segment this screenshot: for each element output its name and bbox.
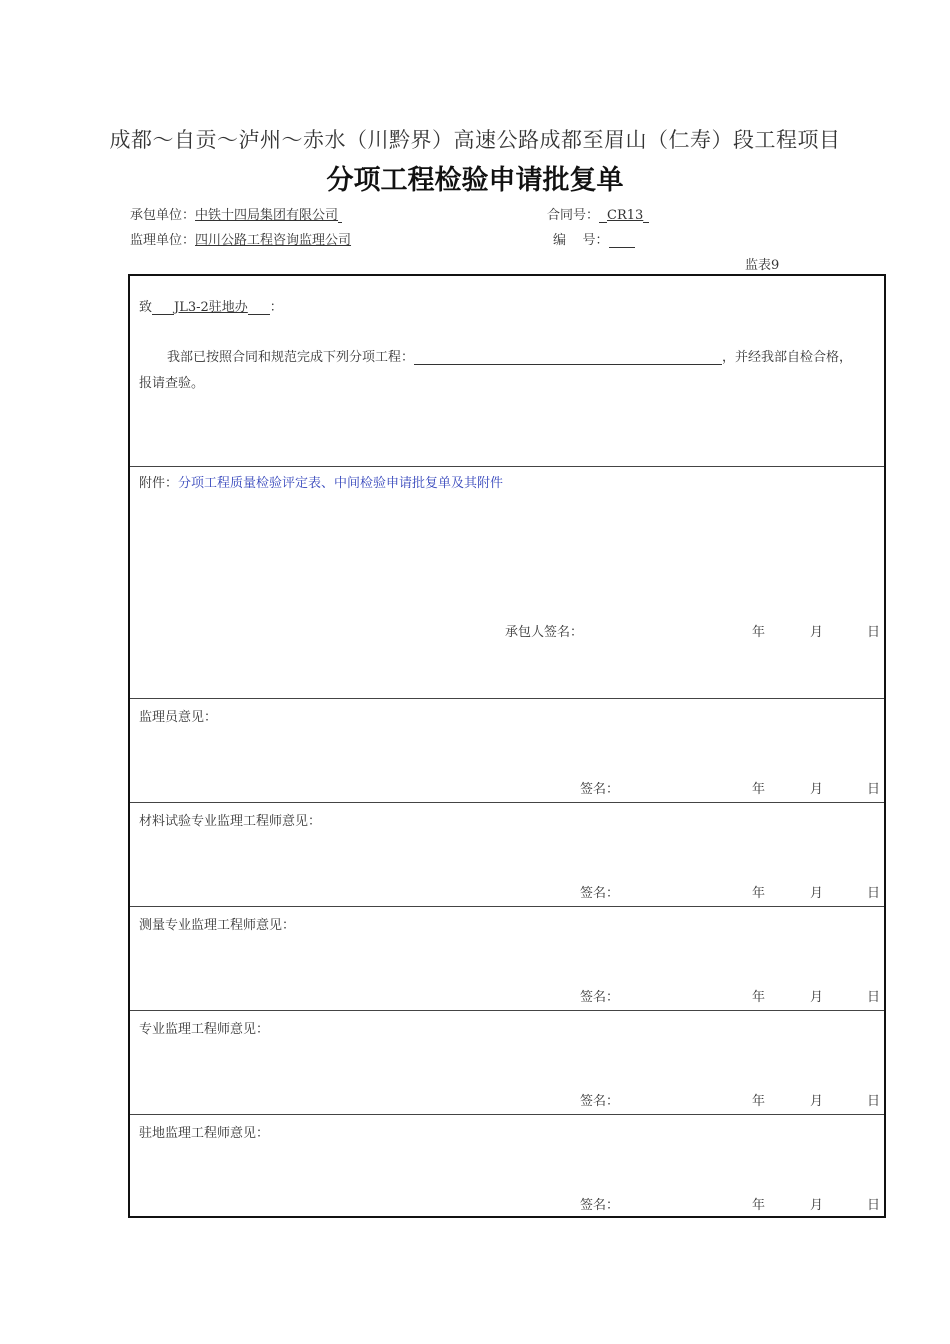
attachment-section bbox=[130, 466, 884, 699]
date-month: 月 bbox=[810, 1094, 824, 1109]
date-month: 月 bbox=[810, 886, 824, 901]
attachment-line bbox=[139, 472, 503, 491]
contract-no-label: 合同号： bbox=[547, 208, 600, 223]
signature-label: 签名： bbox=[580, 886, 620, 901]
opinion-label: 专业监理工程师意见： bbox=[139, 1022, 270, 1037]
opinion-label: 测量专业监理工程师意见： bbox=[139, 918, 296, 933]
date-day: 日 bbox=[867, 990, 881, 1005]
date-year: 年 bbox=[752, 1094, 766, 1109]
signature-label: 签名： bbox=[580, 990, 620, 1005]
addressee-line: 致 JL3-2驻地办 ： bbox=[139, 300, 283, 315]
contractor-row bbox=[130, 204, 342, 223]
signature-label: 签名： bbox=[580, 1094, 620, 1109]
date-day: 日 bbox=[867, 782, 881, 797]
addressee-value: JL3-2驻地办 bbox=[174, 300, 248, 315]
date-month: 月 bbox=[810, 625, 824, 640]
attachment-label: 附件： bbox=[139, 476, 179, 491]
serial-label: 编 号： bbox=[553, 233, 609, 248]
opinion-section bbox=[130, 1114, 884, 1216]
opinion-section bbox=[130, 906, 884, 1011]
contractor-value: 中铁十四局集团有限公司 bbox=[195, 208, 339, 223]
date-day: 日 bbox=[867, 625, 881, 640]
serial-value bbox=[609, 233, 635, 248]
opinion-label: 驻地监理工程师意见： bbox=[139, 1126, 270, 1141]
signature-label: 签名： bbox=[580, 1198, 620, 1213]
request-body-line2: 报请查验。 bbox=[139, 376, 205, 391]
contract-no-value: CR13 bbox=[607, 208, 644, 223]
supervisor-row bbox=[130, 229, 351, 248]
opinion-section bbox=[130, 698, 884, 803]
date-year: 年 bbox=[752, 886, 766, 901]
supervisor-label: 监理单位： bbox=[130, 233, 196, 248]
date-month: 月 bbox=[810, 1198, 824, 1213]
date-month: 月 bbox=[810, 782, 824, 797]
form-number: 监表9 bbox=[745, 258, 780, 273]
request-section bbox=[130, 276, 884, 467]
date-year: 年 bbox=[752, 625, 766, 640]
date-month: 月 bbox=[810, 990, 824, 1005]
serial-row bbox=[553, 229, 635, 248]
opinion-label: 监理员意见： bbox=[139, 710, 218, 725]
contract-no-row bbox=[547, 204, 649, 223]
date-day: 日 bbox=[867, 1094, 881, 1109]
date-year: 年 bbox=[752, 1198, 766, 1213]
subitem-name-field[interactable] bbox=[414, 350, 722, 365]
opinion-label: 材料试验专业监理工程师意见： bbox=[139, 814, 322, 829]
contractor-signature-label: 承包人签名： bbox=[505, 625, 584, 640]
opinion-section bbox=[130, 1010, 884, 1115]
date-day: 日 bbox=[867, 1198, 881, 1213]
form-title: 分项工程检验申请批复单 bbox=[326, 165, 624, 196]
approval-form-table bbox=[128, 274, 886, 1218]
attachment-value: 分项工程质量检验评定表、中间检验申请批复单及其附件 bbox=[178, 476, 504, 491]
supervisor-value: 四川公路工程咨询监理公司 bbox=[195, 233, 352, 248]
date-year: 年 bbox=[752, 990, 766, 1005]
request-body: 我部已按照合同和规范完成下列分项工程： ，并经我部自检合格， bbox=[167, 350, 853, 365]
date-year: 年 bbox=[752, 782, 766, 797]
date-day: 日 bbox=[867, 886, 881, 901]
contractor-label: 承包单位： bbox=[130, 208, 196, 223]
project-title: 成都～自贡～泸州～赤水（川黔界）高速公路成都至眉山（仁寿）段工程项目 bbox=[109, 128, 841, 152]
opinion-section bbox=[130, 802, 884, 907]
signature-label: 签名： bbox=[580, 782, 620, 797]
